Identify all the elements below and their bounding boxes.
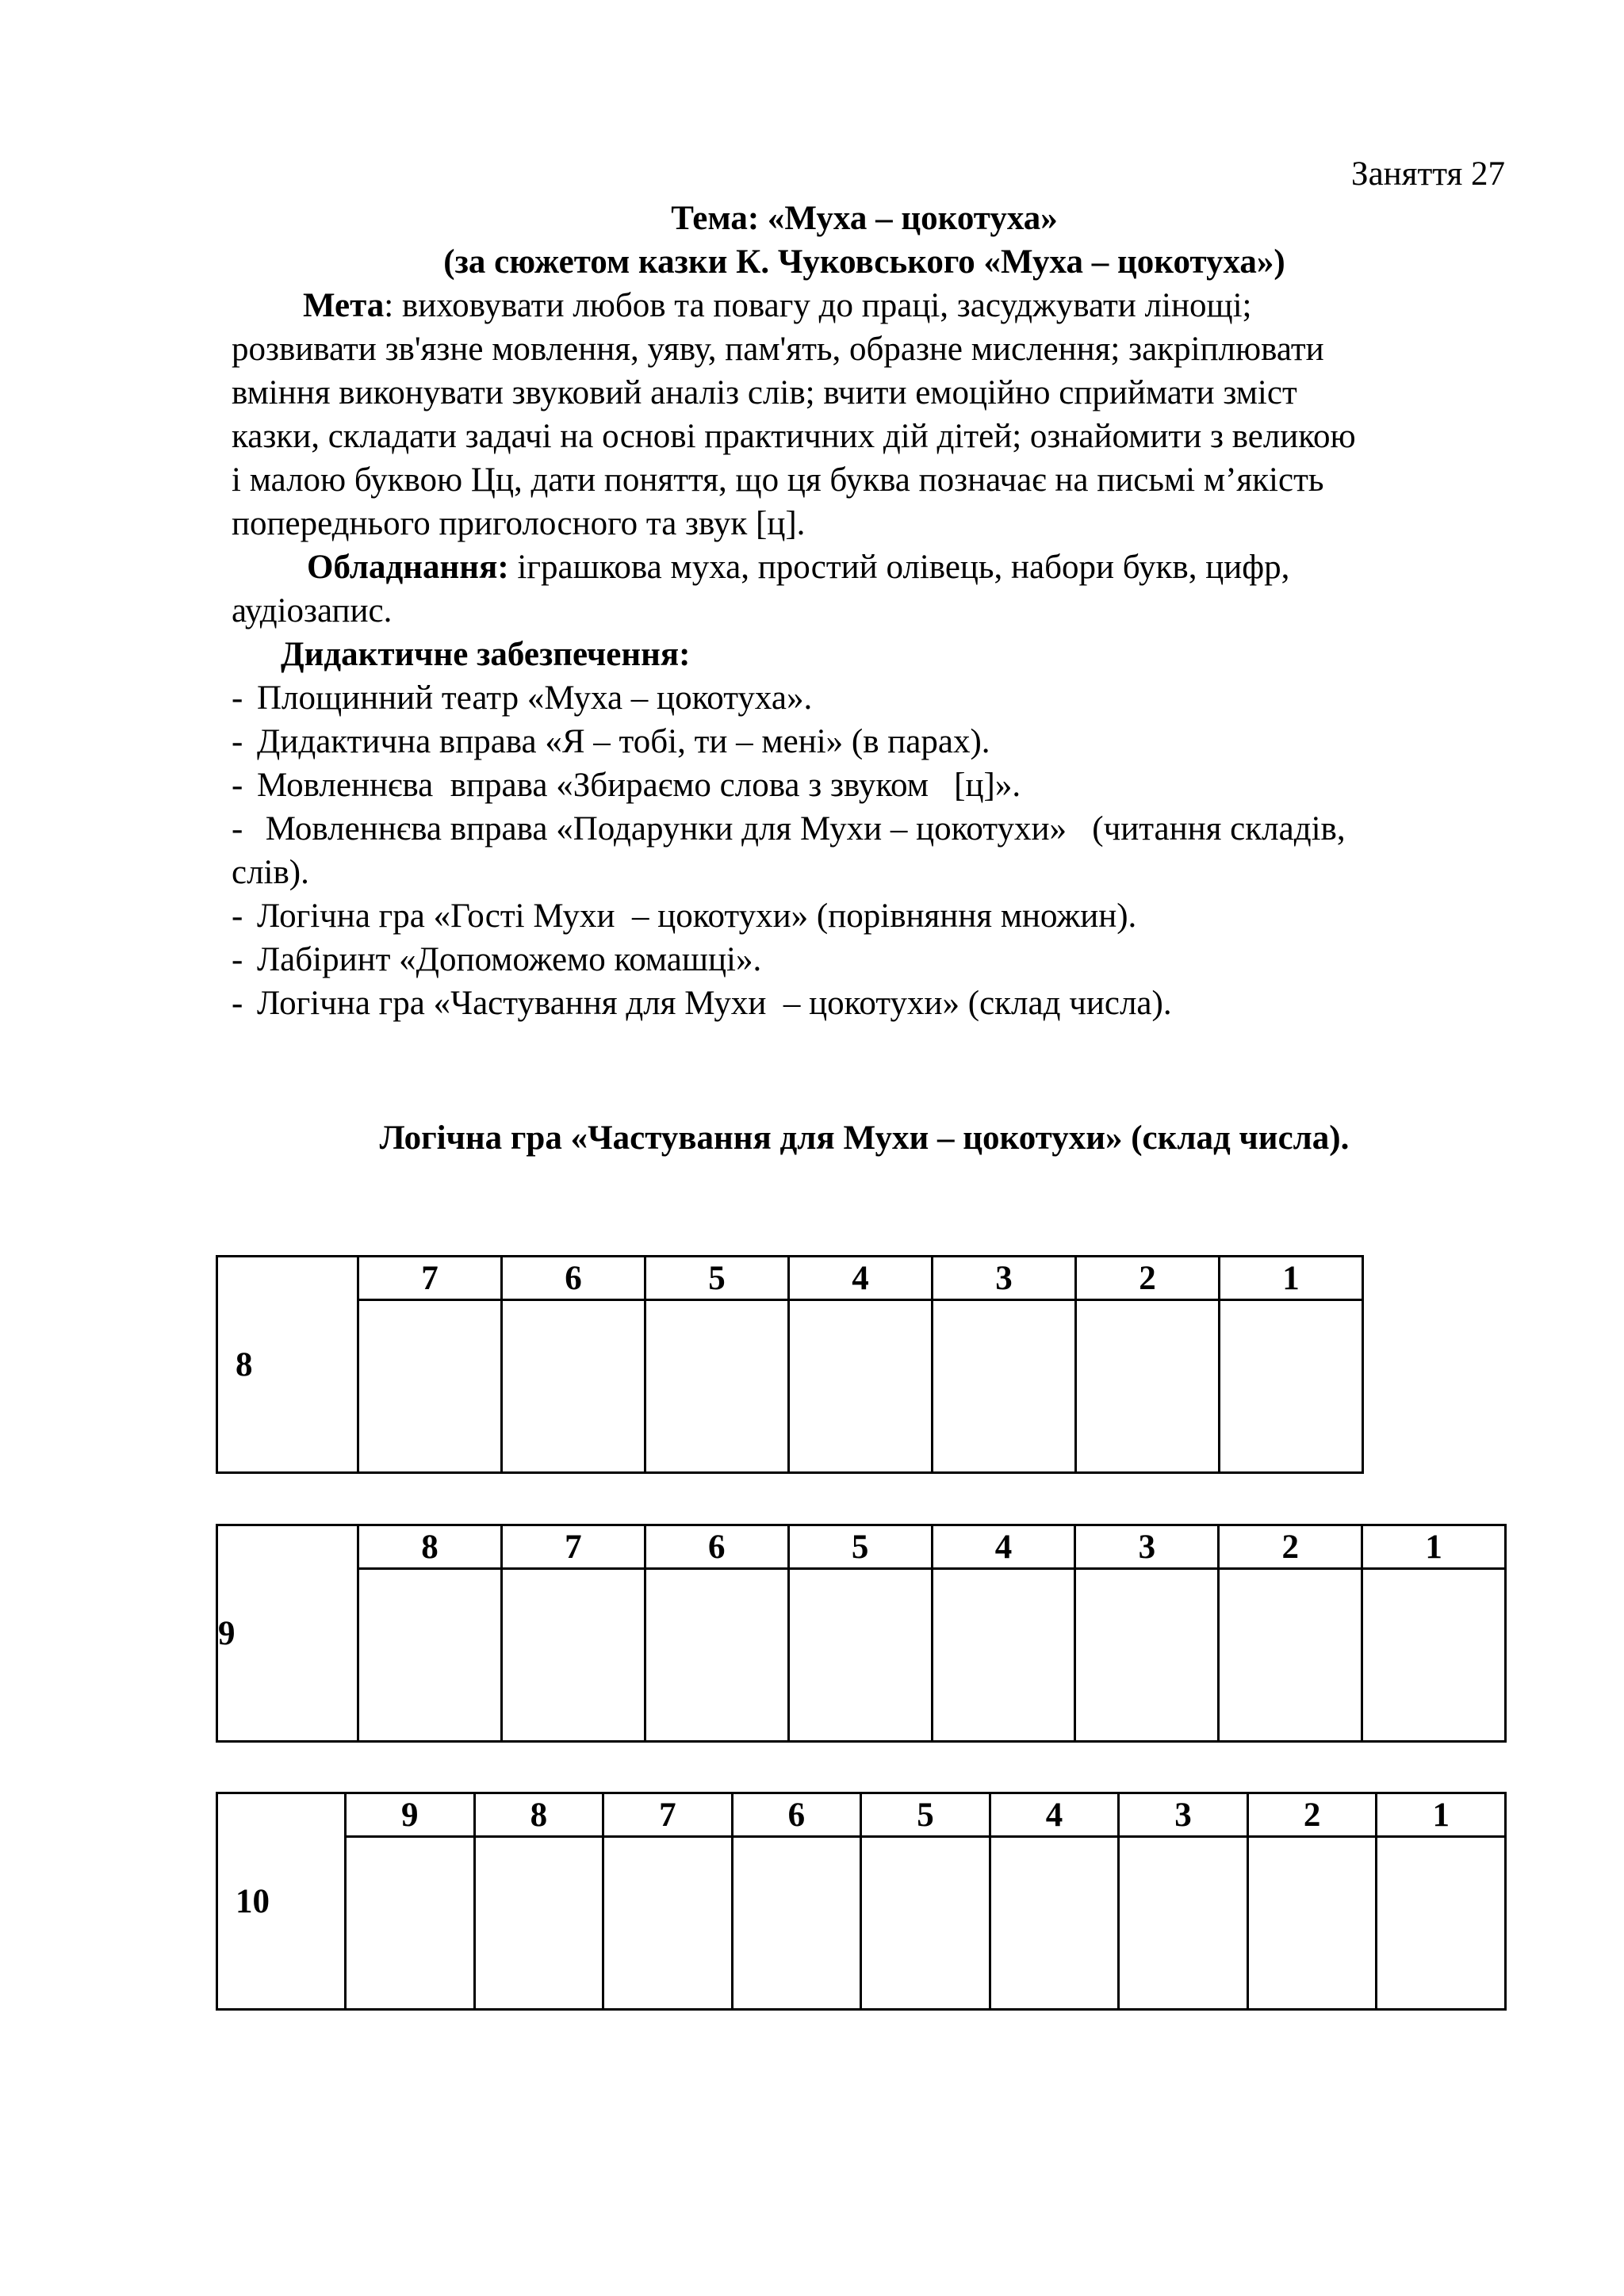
goal-text: : виховувати любов та повагу до праці, засуджувати лінощі; xyxy=(384,287,1252,324)
part-header: 1 xyxy=(1362,1525,1506,1569)
list-item-text: Площинний театр «Муха – цокотуха». xyxy=(257,679,813,717)
part-header: 4 xyxy=(932,1525,1075,1569)
answer-cell[interactable] xyxy=(933,1300,1076,1473)
list-item-text: Логічна гра «Частування для Мухи – цокотухи» (склад числа). xyxy=(257,985,1172,1022)
answer-cell[interactable] xyxy=(346,1837,475,2010)
goal-line: попереднього приголосного та звук [ц]. xyxy=(232,505,806,542)
part-header: 2 xyxy=(1219,1525,1362,1569)
equipment-label: Обладнання: xyxy=(307,549,509,586)
goal-line: казки, складати задачі на основі практичних дій дітей; ознайомити з великою xyxy=(232,418,1356,455)
lesson-subtitle: (за сюжетом казки К. Чуковського «Муха – цокотуха») xyxy=(443,243,1285,281)
answer-cell[interactable] xyxy=(1075,1569,1219,1742)
part-header: 3 xyxy=(933,1257,1076,1300)
didactic-list xyxy=(232,676,1516,1025)
part-header: 3 xyxy=(1075,1525,1219,1569)
part-header: 4 xyxy=(789,1257,933,1300)
list-dash: - xyxy=(232,897,243,935)
list-item xyxy=(232,982,1516,1025)
answer-cell[interactable] xyxy=(358,1569,502,1742)
didactic-heading xyxy=(232,633,1516,676)
answer-cell[interactable] xyxy=(1220,1300,1363,1473)
list-item-text: Мовленнєва вправа «Подарунки для Мухи – цокотухи» (читання складів, xyxy=(257,810,1346,848)
part-header: 4 xyxy=(990,1793,1119,1837)
list-dash: - xyxy=(232,985,243,1022)
equipment-line xyxy=(232,545,1516,589)
table-number: 10 xyxy=(236,1882,270,1920)
number-composition-table-10 xyxy=(216,1792,1507,2011)
part-header: 6 xyxy=(645,1525,788,1569)
answer-cell[interactable] xyxy=(502,1300,645,1473)
list-dash: - xyxy=(232,767,243,804)
lesson-number: Заняття 27 xyxy=(1351,155,1505,193)
lesson-title: Тема: «Муха – цокотуха» xyxy=(671,200,1058,237)
answer-cell[interactable] xyxy=(474,1837,603,2010)
part-header: 3 xyxy=(1119,1793,1248,1837)
goal-line: розвивати зв'язне мовлення, уяву, пам'ять, образне мислення; закріплювати xyxy=(232,331,1324,368)
list-dash: - xyxy=(232,679,243,717)
game-title: Логічна гра «Частування для Мухи – цокотухи» (склад числа). xyxy=(379,1119,1350,1157)
equipment-section xyxy=(232,545,1516,633)
answer-cell[interactable] xyxy=(1076,1300,1220,1473)
list-item xyxy=(232,676,1516,720)
didactic-heading-text: Дидактичне забезпечення: xyxy=(281,636,691,673)
goal-line: і малою буквою Цц, дати поняття, що ця буква позначає на письмі м’якість xyxy=(232,461,1324,499)
list-item xyxy=(232,720,1516,763)
answer-cell[interactable] xyxy=(358,1300,502,1473)
part-header: 5 xyxy=(861,1793,990,1837)
part-header: 7 xyxy=(603,1793,733,1837)
equipment-text: іграшкова муха, простий олівець, набори букв, цифр, xyxy=(508,549,1290,586)
answer-cell[interactable] xyxy=(1119,1837,1248,2010)
answer-cell[interactable] xyxy=(1377,1837,1506,2010)
list-dash: - xyxy=(232,941,243,978)
part-header: 7 xyxy=(358,1257,502,1300)
part-header: 2 xyxy=(1076,1257,1220,1300)
answer-cell[interactable] xyxy=(603,1837,733,2010)
list-item xyxy=(232,807,1516,851)
list-item-text: Мовленнєва вправа «Збираємо слова з звуком [ц]». xyxy=(257,767,1021,804)
part-header: 5 xyxy=(645,1257,789,1300)
goal-line: вміння виконувати звуковий аналіз слів; вчити емоційно сприймати зміст xyxy=(232,374,1297,411)
answer-cell[interactable] xyxy=(645,1300,789,1473)
answer-cell[interactable] xyxy=(1247,1837,1377,2010)
answer-cell[interactable] xyxy=(1362,1569,1506,1742)
goal-line xyxy=(232,284,1516,327)
part-header: 8 xyxy=(474,1793,603,1837)
goal-section xyxy=(232,284,1516,545)
answer-cell[interactable] xyxy=(1219,1569,1362,1742)
answer-cell[interactable] xyxy=(645,1569,788,1742)
list-item-continuation: слів). xyxy=(232,854,309,891)
answer-cell[interactable] xyxy=(732,1837,861,2010)
part-header: 5 xyxy=(788,1525,932,1569)
part-header: 6 xyxy=(502,1257,645,1300)
answer-cell[interactable] xyxy=(788,1569,932,1742)
part-header: 8 xyxy=(358,1525,502,1569)
goal-label: Мета xyxy=(303,287,385,324)
table-number-cell xyxy=(217,1525,358,1742)
part-header: 6 xyxy=(732,1793,861,1837)
table-number: 9 xyxy=(218,1614,236,1652)
part-header: 2 xyxy=(1247,1793,1377,1837)
answer-cell[interactable] xyxy=(861,1837,990,2010)
part-header: 9 xyxy=(346,1793,475,1837)
number-composition-table-8 xyxy=(216,1255,1364,1474)
table-number: 8 xyxy=(236,1345,253,1383)
part-header: 7 xyxy=(501,1525,645,1569)
list-item-text: Логічна гра «Гості Мухи – цокотухи» (порівняння множин). xyxy=(257,897,1137,935)
list-item xyxy=(232,763,1516,807)
list-item xyxy=(232,894,1516,938)
list-item xyxy=(232,938,1516,982)
table-number-cell xyxy=(217,1793,346,2010)
list-item-text: Дидактична вправа «Я – тобі, ти – мені» (в парах). xyxy=(257,723,990,760)
answer-cell[interactable] xyxy=(990,1837,1119,2010)
list-dash: - xyxy=(232,723,243,760)
part-header: 1 xyxy=(1377,1793,1506,1837)
part-header: 1 xyxy=(1220,1257,1363,1300)
answer-cell[interactable] xyxy=(932,1569,1075,1742)
table-number-cell xyxy=(217,1257,358,1473)
list-dash: - xyxy=(232,810,243,848)
equipment-line: аудіозапис. xyxy=(232,592,393,629)
answer-cell[interactable] xyxy=(501,1569,645,1742)
answer-cell[interactable] xyxy=(789,1300,933,1473)
number-composition-table-9 xyxy=(216,1524,1507,1743)
list-item-text: Лабіринт «Допоможемо комашці». xyxy=(257,941,762,978)
